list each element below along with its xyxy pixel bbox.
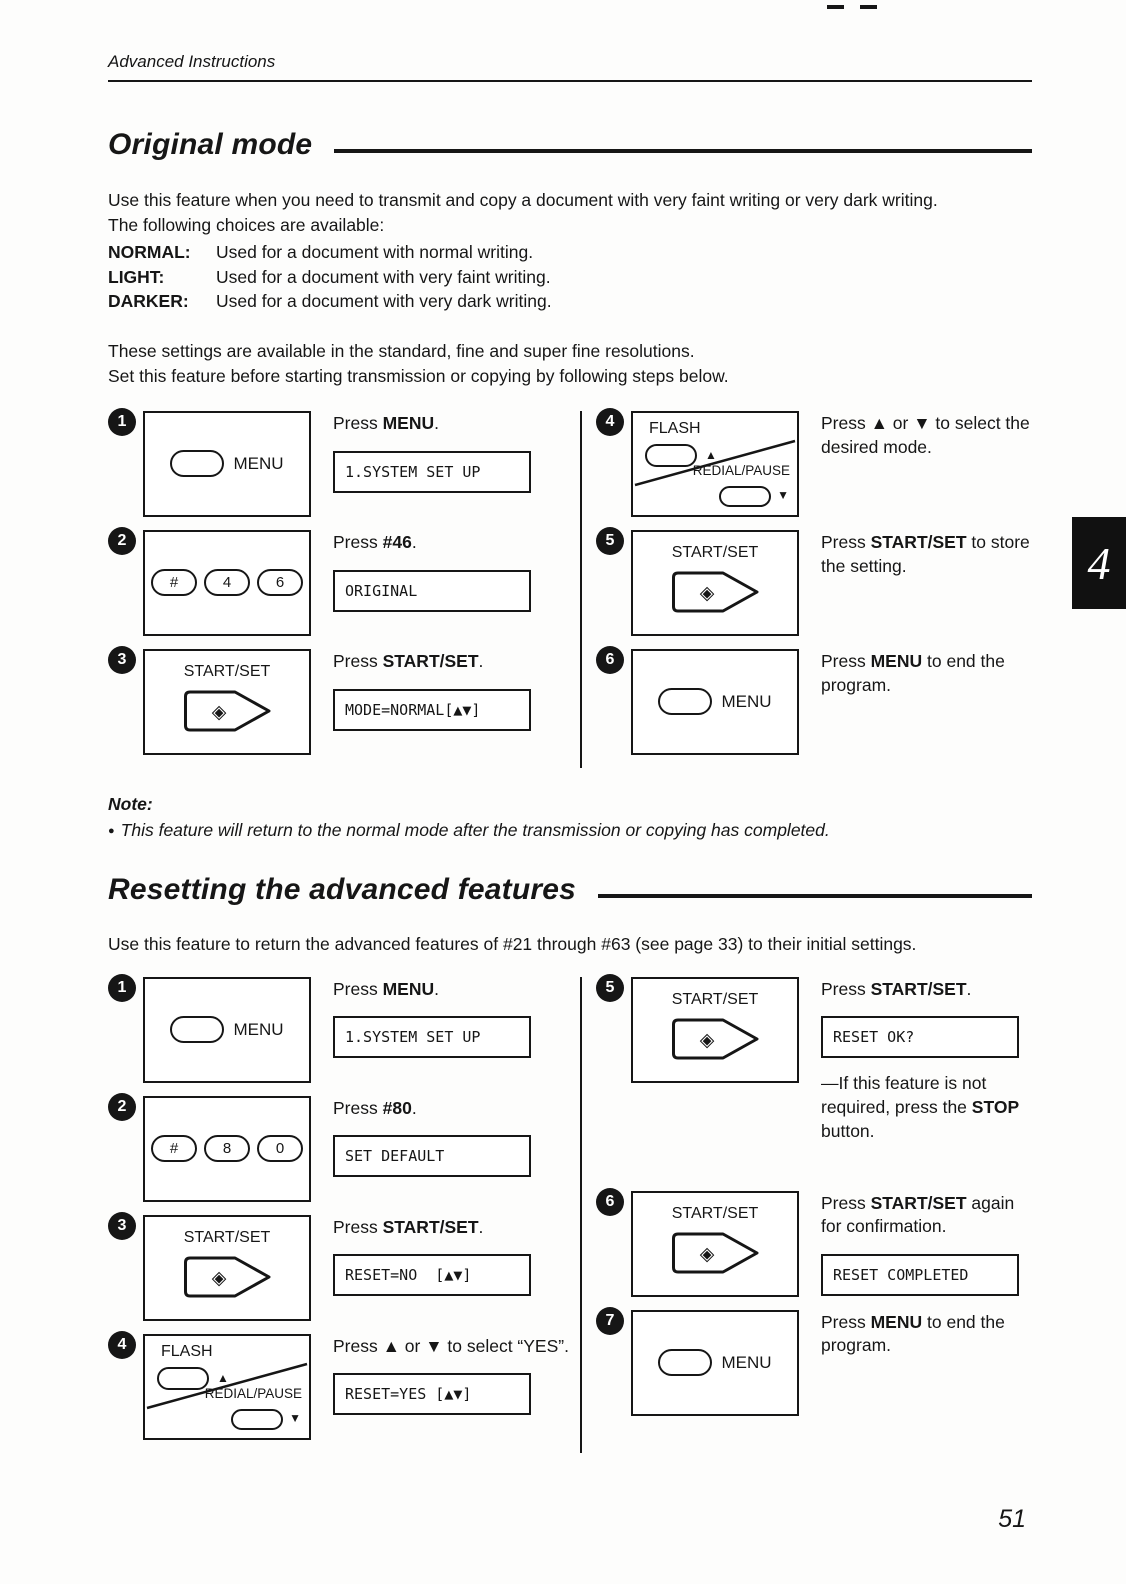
step-5 (596, 530, 1032, 636)
section1-title: Original mode (108, 128, 1032, 162)
instruction-text: Press START/SET. (333, 650, 484, 671)
step-number-badge: 4 (596, 408, 624, 436)
doc-header (108, 52, 1032, 72)
instruction-text: Press START/SET again for confirmation. (821, 1192, 1015, 1237)
hash-key: # (151, 569, 197, 596)
step-instruction-block (821, 1191, 1032, 1296)
start-diamond-icon: ◈ (211, 701, 227, 723)
step-instruction-block (821, 977, 1032, 1161)
instruction-text: Press #80. (333, 1097, 417, 1118)
step-instruction-block (821, 1310, 1032, 1358)
instruction-text: Press MENU to end the program. (821, 1311, 1005, 1356)
doc-header-text: Advanced Instructions (108, 52, 276, 71)
menu-button (170, 1016, 224, 1043)
menu-button-label: MENU (233, 453, 284, 473)
flash-button (645, 444, 697, 467)
step-number-badge: 4 (108, 1331, 136, 1359)
step-number-badge: 3 (108, 646, 136, 674)
start-set-panel-illustration (631, 977, 799, 1083)
down-arrow-icon: ▼ (289, 1410, 301, 1425)
start-set-panel-illustration (631, 530, 799, 636)
step-7 (596, 1310, 1032, 1416)
menu-panel-illustration (631, 649, 799, 755)
step-instruction-block (821, 649, 1032, 697)
step-instruction-block (333, 649, 580, 731)
step-instruction-block (821, 411, 1032, 459)
instruction-text: Press MENU. (333, 412, 440, 433)
start-set-button (181, 1254, 273, 1300)
up-arrow-icon: ▲ (705, 447, 717, 462)
instruction-text: Press ▲ or ▼ to select the desired mode. (821, 412, 1030, 457)
instruction-text: Press START/SET to store the setting. (821, 531, 1030, 576)
flash-label: FLASH (161, 1342, 213, 1360)
redial-pause-label: REDIAL/PAUSE (204, 1385, 302, 1401)
start-diamond-icon: ◈ (699, 582, 715, 604)
step-number-badge: 6 (596, 646, 624, 674)
start-set-panel-illustration (143, 1215, 311, 1321)
step-3 (108, 1215, 580, 1321)
header-rule (108, 80, 1032, 82)
choices-list (108, 240, 1032, 315)
lcd-display: RESET=NO [▲▼] (333, 1254, 531, 1296)
start-diamond-icon: ◈ (699, 1029, 715, 1051)
menu-panel-illustration (631, 1310, 799, 1416)
redial-pause-label: REDIAL/PAUSE (692, 462, 790, 478)
step-instruction-block (333, 1096, 580, 1178)
steps-column-right (580, 977, 1032, 1453)
instruction-text: Press ▲ or ▼ to select “YES”. (333, 1335, 569, 1356)
down-arrow-icon: ▼ (777, 487, 789, 502)
redial-pause-button (719, 486, 771, 507)
menu-button-label: MENU (721, 691, 772, 711)
digit-key-4: 4 (204, 569, 250, 596)
start-set-button (181, 688, 273, 734)
title-rule (334, 149, 1032, 153)
note-block (108, 794, 1032, 841)
choice-normal: NORMAL: Used for a document with normal writing. (108, 241, 534, 262)
bullet-icon: ● (108, 824, 115, 837)
lcd-display: SET DEFAULT (333, 1135, 531, 1177)
step-6 (596, 649, 1032, 755)
flash-button (157, 1367, 209, 1390)
step-4 (596, 411, 1032, 517)
digit-key-6: 6 (257, 569, 303, 596)
step-number-badge: 7 (596, 1307, 624, 1335)
step-1 (108, 977, 580, 1083)
digit-key-8: 8 (204, 1135, 250, 1162)
lcd-display: RESET=YES [▲▼] (333, 1373, 531, 1415)
section2-title: Resetting the advanced features (108, 873, 1032, 907)
flash-redial-panel-illustration (631, 411, 799, 517)
step-instruction-block (333, 977, 580, 1059)
section1-intro: Use this feature when you need to transmit and copy a document with very faint writing or very dark writing. The following choices are available: (108, 190, 938, 235)
instruction-text: Press START/SET. (333, 1216, 484, 1237)
instruction-text: Press START/SET. (821, 978, 972, 999)
instruction-text: Press MENU to end the program. (821, 650, 1005, 695)
step-instruction-block (333, 411, 580, 493)
step-3 (108, 649, 580, 755)
keypad-panel-illustration (143, 530, 311, 636)
menu-button (170, 450, 224, 477)
hash-key: # (151, 1135, 197, 1162)
step-number-badge: 5 (596, 974, 624, 1002)
steps-column-right (580, 411, 1032, 768)
lcd-display: 1.SYSTEM SET UP (333, 1016, 531, 1058)
start-set-label: START/SET (671, 1204, 759, 1222)
lcd-display: ORIGINAL (333, 570, 531, 612)
menu-button (658, 688, 712, 715)
choice-light: LIGHT: Used for a document with very faint writing. (108, 266, 551, 287)
start-set-label: START/SET (183, 1228, 271, 1246)
chapter-tab: 4 (1072, 517, 1126, 609)
page-content (108, 0, 1032, 1453)
step-2 (108, 1096, 580, 1202)
step-1 (108, 411, 580, 517)
start-set-button (669, 569, 761, 615)
start-set-label: START/SET (183, 662, 271, 680)
start-diamond-icon: ◈ (699, 1243, 715, 1265)
menu-panel-illustration (143, 977, 311, 1083)
step-instruction-block (333, 530, 580, 612)
step-number-badge: 3 (108, 1212, 136, 1240)
steps-column-left (108, 977, 580, 1453)
digit-key-0: 0 (257, 1135, 303, 1162)
section1-steps (108, 411, 1032, 768)
start-set-panel-illustration (143, 649, 311, 755)
lcd-display: RESET OK? (821, 1016, 1019, 1058)
section1-settings-paragraph: These settings are available in the standard, fine and super fine resolutions. Set this feature before starting transmission or copying by following steps below. (108, 341, 729, 387)
keypad-panel-illustration (143, 1096, 311, 1202)
section2-steps (108, 977, 1032, 1453)
step-5 (596, 977, 1032, 1161)
start-set-label: START/SET (671, 990, 759, 1008)
page-number: 51 (998, 1505, 1026, 1533)
menu-button-label: MENU (721, 1352, 772, 1372)
stop-button-note: —If this feature is not required, press the STOP button. (821, 1073, 1020, 1141)
section2-intro: Use this feature to return the advanced features of #21 through #63 (see page 33) to their initial settings. (108, 933, 917, 954)
step-4 (108, 1334, 580, 1440)
step-number-badge: 6 (596, 1188, 624, 1216)
flash-redial-panel-illustration (143, 1334, 311, 1440)
redial-pause-button (231, 1409, 283, 1430)
lcd-display: MODE=NORMAL[▲▼] (333, 689, 531, 731)
flash-label: FLASH (649, 419, 701, 437)
note-title: Note: (108, 793, 153, 814)
step-number-badge: 5 (596, 527, 624, 555)
menu-button-label: MENU (233, 1019, 284, 1039)
step-6 (596, 1191, 1032, 1297)
up-arrow-icon: ▲ (217, 1370, 229, 1385)
step-instruction-block (333, 1215, 580, 1297)
menu-button (658, 1349, 712, 1376)
step-number-badge: 1 (108, 974, 136, 1002)
start-diamond-icon: ◈ (211, 1267, 227, 1289)
start-set-button (669, 1230, 761, 1276)
step-number-badge: 2 (108, 527, 136, 555)
instruction-text: Press #46. (333, 531, 417, 552)
start-set-panel-illustration (631, 1191, 799, 1297)
instruction-text: Press MENU. (333, 978, 440, 999)
step-instruction-block (333, 1334, 580, 1416)
step-number-badge: 2 (108, 1093, 136, 1121)
steps-column-left (108, 411, 580, 768)
note-line: ● This feature will return to the normal mode after the transmission or copying has completed. (108, 819, 830, 840)
lcd-display: 1.SYSTEM SET UP (333, 451, 531, 493)
menu-panel-illustration (143, 411, 311, 517)
choice-darker: DARKER: Used for a document with very dark writing. (108, 291, 552, 312)
step-number-badge: 1 (108, 408, 136, 436)
start-set-label: START/SET (671, 543, 759, 561)
title-rule (598, 894, 1032, 898)
step-2 (108, 530, 580, 636)
lcd-display: RESET COMPLETED (821, 1254, 1019, 1296)
start-set-button (669, 1016, 761, 1062)
step-instruction-block (821, 530, 1032, 578)
